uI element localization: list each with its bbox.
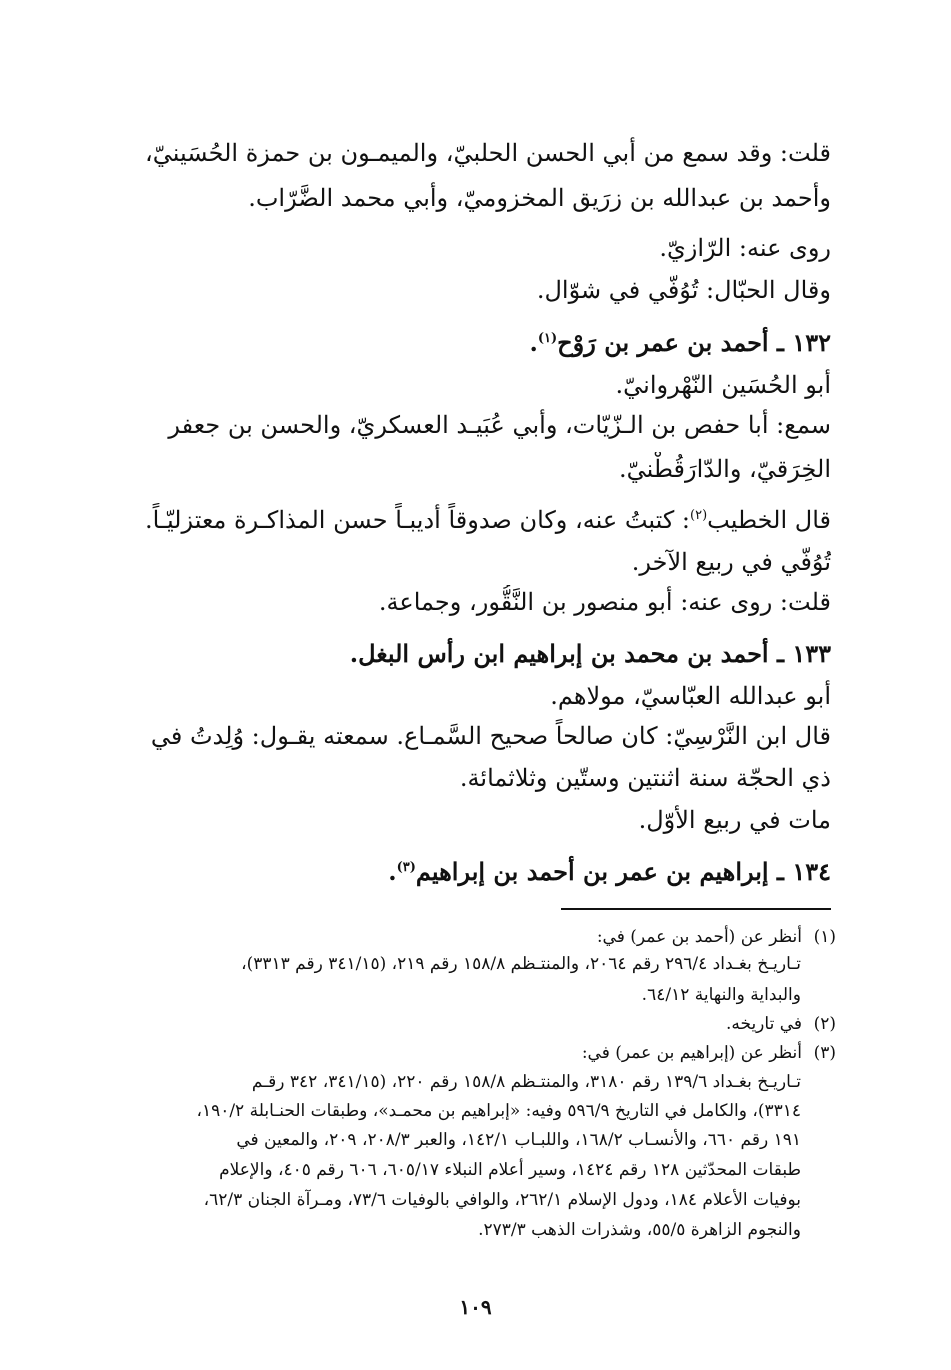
footnote-divider	[561, 908, 831, 910]
footnote-number: (٢)	[813, 1014, 836, 1034]
footnote-number: (١)	[813, 927, 836, 947]
entry-134-heading	[110, 855, 831, 889]
body-line: ذي الحجّة سنة اثنتين وستّين وثلاثمائة.	[459, 764, 831, 792]
footnote-ref: (٣)	[396, 860, 416, 875]
footnote-3	[110, 1040, 836, 1067]
body-line: قلت: وقد سمع من أبي الحسن الحلبيّ، والميمـون بن حمزة الحُسَينيّ،	[144, 139, 831, 167]
footnote-2	[110, 1011, 836, 1038]
body-line: أبو الحُسَين النّهْروانيّ.	[615, 371, 831, 399]
footnote-line: تـاريـخ بغـداد ٢٩٦/٤ رقم ٢٠٦٤، والمنتـظم ١٥٨/٨ رقم ٢١٩، (٣٤١/١٥ رقم ٣٣١٣)،	[241, 954, 801, 974]
entry-title: ١٣٤ ـ إبراهيم بن عمر بن أحمد بن إبراهيم	[415, 857, 831, 886]
footnote-line: بوفيات الأعلام ١٨٤، ودول الإسلام ٢٦٢/١، والوافي بالوفيات ٧٣/٦، ومـرآة الجنان ٦٢/٣،	[203, 1190, 801, 1210]
footnote-line: ٣٣١٤)، والكامل في التاريخ ٥٩٦/٩ وفيه: «إبراهيم بن محمـد»، وطبقات الحنـابلة ١٩٠/٢،	[196, 1101, 801, 1121]
footnote-line: والنجوم الزاهرة ٥٥/٥، وشذرات الذهب ٢٧٣/٣.	[478, 1220, 801, 1240]
body-line: الخِرَقيّ، والدّارَقُطْنيّ.	[618, 455, 831, 483]
footnote-line: طبقات المحدّثين ١٢٨ رقم ١٤٢٤، وسير أعلام النبلاء ٦٠٥/١٧، ٦٠٦ رقم ٤٠٥، والإعلام	[219, 1160, 801, 1180]
entry-133-heading: ١٣٣ ـ أحمد بن محمد بن إبراهيم ابن رأس البغل.	[349, 639, 831, 668]
body-line: روى عنه: الرّازيّ.	[659, 234, 831, 262]
text-run: قال الخطيب	[707, 506, 831, 534]
body-line	[110, 503, 831, 537]
footnote-ref: (٢)	[690, 508, 708, 523]
body-line: قلت: روى عنه: أبو منصور بن النَّقُّور، وجماعة.	[378, 588, 831, 616]
body-line: مات في ربيع الأوّل.	[638, 806, 831, 834]
entry-132-heading	[110, 326, 831, 360]
footnote-text: في تاريخه.	[725, 1014, 802, 1034]
footnote-line: تـاريـخ بغـداد ١٣٩/٦ رقم ٣١٨٠، والمنتـظم ١٥٨/٨ رقم ٢٢٠، (٣٤١/١٥، ٣٤٢ رقـم	[251, 1072, 801, 1092]
text-run: : كتبتُ عنه، وكان صدوقاً أديبـاً حسن المذاكـرة معتزليّـاً.	[144, 506, 691, 534]
footnote-number: (٣)	[813, 1043, 836, 1063]
footnote-text: أنظر عن (أحمد بن عمر) في:	[596, 927, 802, 947]
footnote-1	[110, 924, 836, 951]
footnote-text: أنظر عن (إبراهيم بن عمر) في:	[581, 1043, 802, 1063]
body-line: وأحمد بن عبدالله بن زرَيق المخزوميّ، وأبي محمد الضَّرّاب.	[248, 184, 831, 212]
body-line: سمع: أبا حفص بن الـزّيّات، وأبي عُبَيـد العسكريّ، والحسن بن جعفر	[168, 411, 831, 439]
entry-title: ١٣٢ ـ أحمد بن عمر بن رَوْح	[557, 328, 831, 357]
body-line: أبو عبدالله العبّاسيّ، مولاهم.	[550, 682, 831, 710]
page-number: ١٠٩	[459, 1295, 492, 1319]
footnote-line: ١٩١ رقم ٦٦٠، والأنسـاب ١٦٨/٢، واللبـاب ١٤٢/١، والعبر ٢٠٨/٣، ٢٠٩، والمعين في	[236, 1130, 801, 1150]
entry-end: .	[388, 857, 397, 886]
body-line: تُوُفّي في ربيع الآخر.	[631, 548, 831, 576]
body-line: وقال الحبّال: تُوُفّي في شوّال.	[536, 276, 831, 304]
footnote-ref: (١)	[537, 331, 558, 346]
entry-end: .	[529, 328, 538, 357]
footnote-line: والبداية والنهاية ٦٤/١٢.	[641, 985, 801, 1005]
body-line: قال ابن النَّرْسِيّ: كان صالحاً صحيح السَّمـاع. سمعته يقـول: وُلِدتُ في	[150, 722, 831, 750]
